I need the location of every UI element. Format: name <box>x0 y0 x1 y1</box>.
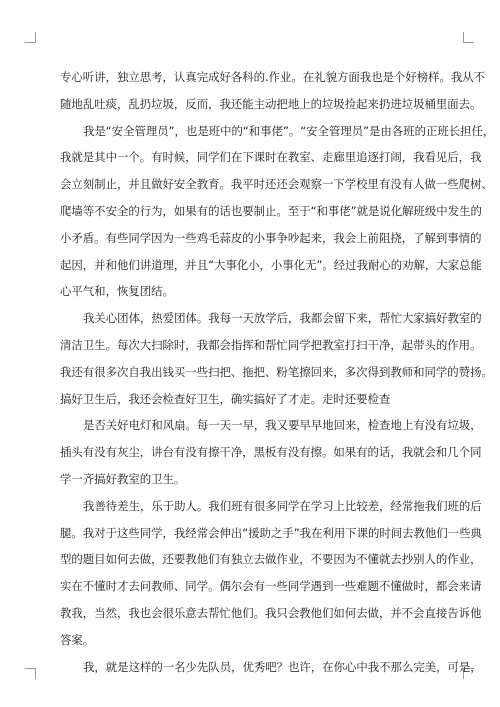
document-body <box>60 64 495 680</box>
text-line: 小矛盾。有些同学因为一些鸡毛蒜皮的小事争吵起来，我会上前阻挠，了解到事情的 <box>60 230 482 245</box>
text-line: 清洁卫生。每次大扫除时，我都会指挥和帮忙同学把教室打扫干净，起带头的作用。 <box>60 337 482 352</box>
crop-mark-top-right <box>463 32 474 43</box>
text-line: 会立刻制止，并且做好安全教育。我平时还还会观察一下学校里有没有人做一些爬树、 <box>60 177 493 192</box>
text-line: 我善待差生，乐于助人。我们班有很多同学在学习上比较差，经常拖我们班的后 <box>83 498 482 513</box>
text-line: 我是“安全管理员”，也是班中的“和事佬”。“安全管理员”是由各班的正班长担任， <box>83 123 495 138</box>
text-line: 型的题目如何去做，还要教他们有独立去做作业，不要因为不懂就去抄别人的作业， <box>60 552 482 567</box>
crop-mark-top-left <box>25 32 36 43</box>
text-line: 答案。 <box>60 632 95 647</box>
text-line: 学一齐搞好教室的卫生。 <box>60 471 186 486</box>
text-line: 起因，并和他们讲道理，并且“大事化小，小事化无”。经过我耐心的劝解，大家总能 <box>60 257 482 272</box>
text-line: 是否关好电灯和风扇。每一天一早，我又要早早地回来，检查地上有没有垃圾， <box>83 418 482 433</box>
text-line: 我就是其中一个。有时候，同学们在下课时在教室、走廊里追逐打闹，我看见后，我 <box>60 150 482 165</box>
text-line: 教我，当然，我也会很乐意去帮忙他们。我只会教他们如何去做，并不会直接告诉他 <box>60 605 482 620</box>
text-line: 插头有没有灰尘，讲台有没有擦干净，黑板有没有擦。如果有的话，我就会和几个同 <box>60 445 482 460</box>
text-line: 心平气和，恢复团结。 <box>60 284 174 299</box>
text-line: 我关心团体，热爱团体。我每一天放学后，我都会留下来，帮忙大家搞好教室的 <box>83 311 482 326</box>
text-line: 我还有很多次自我出钱买一些扫把、拖把、粉笔擦回来，多次得到教师和同学的赞扬。 <box>60 364 493 379</box>
text-line: 腿。我对于这些同学，我经常会伸出“援助之手”我在利用下课的时间去教他们一些典 <box>60 525 482 540</box>
text-line: 实在不懂时才去问教师、同学。偶尔会有一些同学遇到一些难题不懂做时，都会来请 <box>60 579 482 594</box>
text-line: 专心听讲，独立思考，认真完成好各科的.作业。在礼貌方面我也是个好榜样。我从不 <box>60 70 486 84</box>
text-line: 随地乱吐痰，乱扔垃圾，反而，我还能主动把地上的垃圾捡起来扔进垃圾桶里面去。 <box>60 96 482 111</box>
text-line: 搞好卫生后，我还会检查好卫生，确实搞好了才走。走时还要检查 <box>60 391 391 406</box>
text-line: 我，就是这样的一名少先队员，优秀吧？也许，在你心中我不那么完美，可是， <box>83 659 482 674</box>
crop-mark-bottom-left <box>25 668 36 679</box>
text-line: 爬墙等不安全的行为，如果有的话也要制止。至于“和事佬”就是说化解班级中发生的 <box>60 203 482 218</box>
